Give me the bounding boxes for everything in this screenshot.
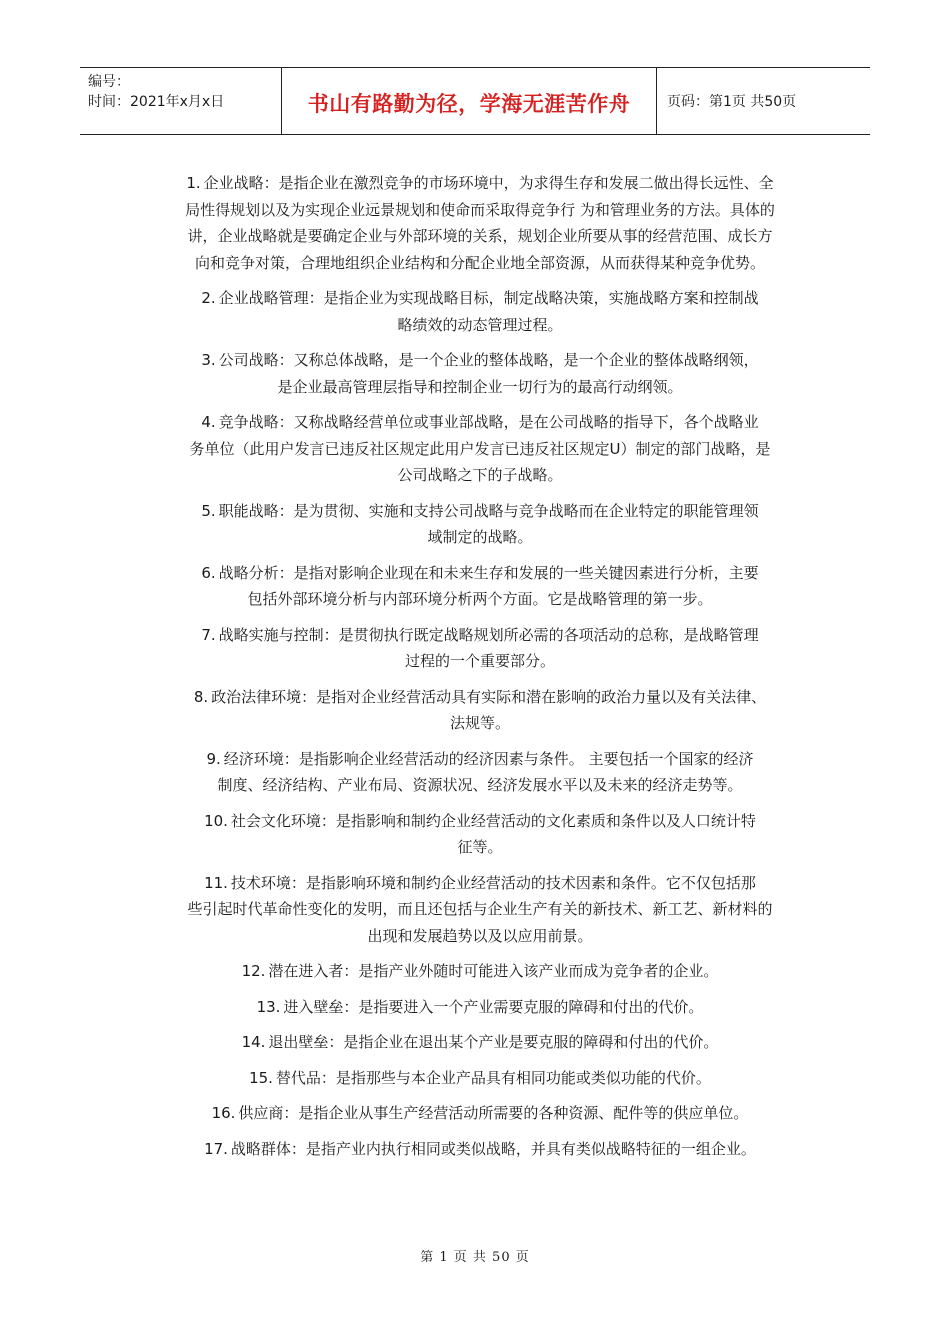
glossary-entry-line (140, 374, 820, 401)
glossary-entry-line (140, 923, 820, 950)
entry-text: 技术环境：是指影响环境和制约企业经营活动的技术因素和条件。它不仅包括那 (230, 873, 756, 892)
glossary-entry-line (140, 250, 820, 277)
glossary-entry-line (140, 197, 820, 224)
entry-text: 战略实施与控制：是贯彻执行既定战略规划所必需的各项活动的总称，是战略管理 (218, 625, 759, 644)
glossary-entry-line (140, 436, 820, 463)
entry-text: 供应商：是指企业从事生产经营活动所需要的各种资源、配件等的供应单位。 (238, 1104, 749, 1122)
entry-number: 17. (204, 1139, 228, 1158)
entry-number: 14. (241, 1033, 266, 1051)
header-motto: 书山有路勤为径，学海无涯苦作舟 (307, 92, 631, 116)
entry-text: 域制定的战略。 (427, 528, 533, 546)
entry-text: 公司战略之下的子战略。 (397, 466, 563, 484)
entry-text: 法规等。 (449, 714, 510, 732)
glossary-entry-line (140, 896, 820, 923)
glossary-entry-first-line (140, 1065, 820, 1092)
glossary-entry-line (140, 524, 820, 551)
entry-text: 替代品：是指那些与本企业产品具有相同功能或类似功能的代价。 (275, 1068, 711, 1087)
header-motto-cell (282, 68, 657, 134)
entry-text: 务单位（此用户发言已违反社区规定此用户发言已违反社区规定U）制定的部门战略，是 (189, 439, 771, 458)
entry-number: 11. (204, 873, 228, 892)
entry-text: 讲，企业战略就是要确定企业与外部环境的关系，规划企业所要从事的经营范围、成长方 (187, 227, 773, 245)
entry-text: 退出壁垒：是指企业在退出某个产业是要克服的障碍和付出的代价。 (268, 1033, 719, 1051)
glossary-entry-line (140, 586, 820, 613)
header-page-info: 页码：第1页 共50页 (667, 94, 797, 110)
entry-text: 政治法律环境：是指对企业经营活动具有实际和潜在影响的政治力量以及有关法律、 (211, 687, 767, 706)
glossary-entry-first-line (140, 870, 820, 897)
document-number-label: 编号： (88, 74, 130, 90)
glossary-entry-first-line (140, 285, 820, 312)
glossary-entry-first-line (140, 1029, 820, 1056)
entry-number: 1. (186, 174, 201, 192)
glossary-entry-line (140, 772, 820, 799)
entry-number: 15. (249, 1068, 273, 1087)
entry-text: 制度、经济结构、产业布局、资源状况、经济发展水平以及未来的经济走势等。 (217, 776, 743, 794)
entry-text: 竞争战略：又称战略经营单位或事业部战略，是在公司战略的指导下，各个战略业 (218, 413, 759, 431)
entry-text: 企业战略：是指企业在激烈竞争的市场环境中，为求得生存和发展二做出得长远性、全 (203, 174, 774, 192)
glossary-entry-first-line (140, 746, 820, 773)
entry-text: 战略群体：是指产业内执行相同或类似战略，并具有类似战略特征的一组企业。 (230, 1139, 756, 1158)
entry-text: 向和竞争对策，合理地组织企业结构和分配企业地全部资源，从而获得某种竞争优势。 (194, 253, 765, 272)
glossary-entry-first-line (140, 347, 820, 374)
entry-number: 7. (201, 625, 216, 644)
page-footer: 第 1 页 共 50 页 (420, 1250, 530, 1265)
entry-text: 略绩效的动态管理过程。 (397, 315, 563, 334)
glossary-entry-first-line (140, 684, 820, 711)
glossary-entry-line (140, 223, 820, 250)
entry-number: 16. (211, 1104, 236, 1122)
entry-number: 2. (201, 289, 216, 307)
glossary-entry-first-line (140, 170, 820, 197)
entry-text: 社会文化环境：是指影响和制约企业经营活动的文化素质和条件以及人口统计特 (230, 811, 756, 830)
glossary-entry-line (140, 710, 820, 737)
entry-text: 包括外部环境分析与内部环境分析两个方面。它是战略管理的第一步。 (247, 590, 713, 608)
page-header (80, 67, 870, 135)
glossary-entry-line (140, 312, 820, 339)
entry-text: 进入壁垒：是指要进入一个产业需要克服的障碍和付出的代价。 (283, 997, 704, 1016)
glossary-entry-first-line (140, 994, 820, 1021)
entry-text: 企业战略管理：是指企业为实现战略目标，制定战略决策，实施战略方案和控制战 (218, 289, 759, 307)
glossary-entry-first-line (140, 409, 820, 436)
entry-text: 是企业最高管理层指导和控制企业一切行为的最高行动纲领。 (277, 377, 683, 396)
entry-text: 出现和发展趋势以及以应用前景。 (367, 926, 593, 945)
entry-number: 13. (256, 997, 281, 1016)
glossary-entry-first-line (140, 1136, 820, 1163)
glossary-content (140, 170, 820, 1162)
glossary-entry-first-line (140, 1100, 820, 1127)
glossary-entry-first-line (140, 498, 820, 525)
entry-number: 5. (201, 501, 216, 520)
glossary-entry-line (140, 834, 820, 861)
header-page-info-cell (657, 68, 870, 134)
entry-text: 经济环境：是指影响企业经营活动的经济因素与条件。 主要包括一个国家的经济 (223, 749, 754, 768)
entry-number: 12. (241, 962, 266, 980)
glossary-entry-line (140, 462, 820, 489)
entry-number: 8. (193, 687, 209, 706)
entry-number: 4. (201, 413, 216, 431)
glossary-entry-first-line (140, 808, 820, 835)
entry-text: 局性得规划以及为实现企业远景规划和使命而采取得竞争行 为和管理业务的方法。具体的 (185, 200, 775, 219)
entry-number: 6. (201, 563, 216, 582)
entry-number: 3. (201, 351, 216, 369)
header-meta (80, 68, 282, 134)
glossary-entry-first-line (140, 560, 820, 587)
entry-text: 些引起时代革命性变化的发明，而且还包括与企业生产有关的新技术、新工艺、新材料的 (187, 900, 773, 918)
entry-text: 过程的一个重要部分。 (404, 652, 555, 670)
glossary-entry-first-line (140, 622, 820, 649)
entry-number: 9. (206, 749, 221, 768)
glossary-entry-line (140, 648, 820, 675)
entry-text: 战略分析：是指对影响企业现在和未来生存和发展的一些关键因素进行分析，主要 (218, 563, 759, 582)
entry-text: 公司战略：又称总体战略，是一个企业的整体战略，是一个企业的整体战略纲领， (218, 351, 759, 369)
entry-number: 10. (204, 811, 228, 830)
entry-text: 职能战略：是为贯彻、实施和支持公司战略与竞争战略而在企业特定的职能管理领 (218, 501, 759, 520)
glossary-entry-first-line (140, 958, 820, 985)
entry-text: 潜在进入者：是指产业外随时可能进入该产业而成为竞争者的企业。 (268, 962, 719, 980)
document-time-label: 时间：2021年x月x日 (88, 94, 225, 110)
entry-text: 征等。 (457, 838, 503, 856)
